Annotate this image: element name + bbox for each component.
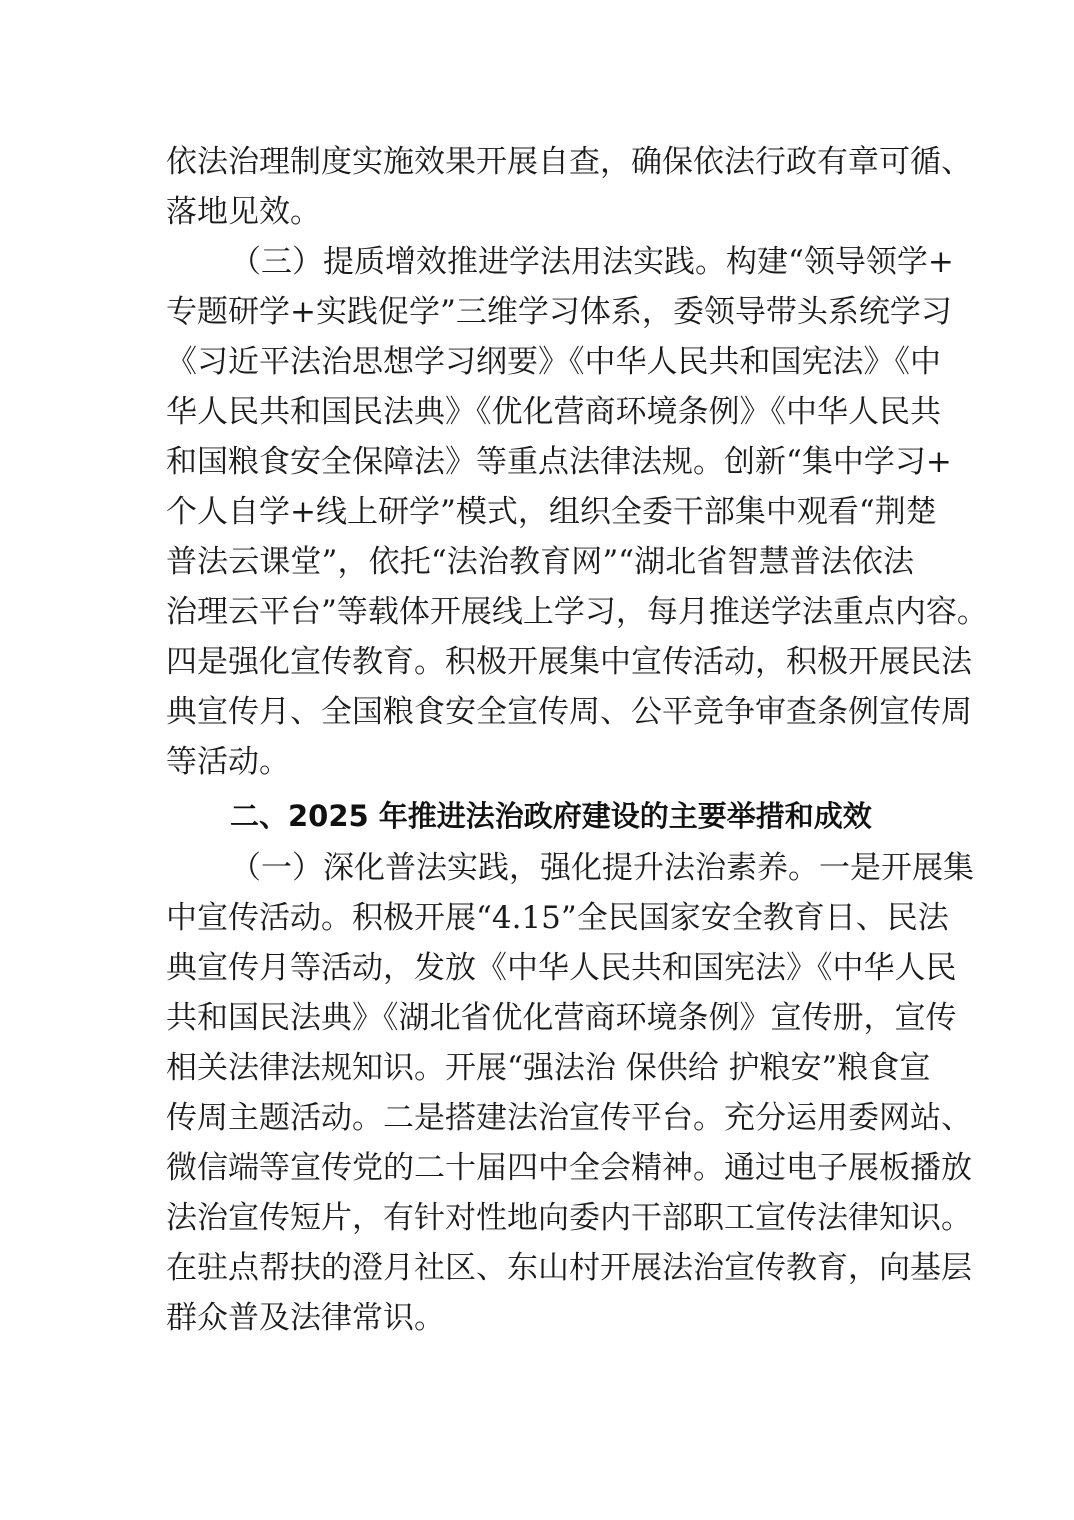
text-line: 法治宣传短片，有针对性地向委内干部职工宣传法律知识。 (166, 1200, 972, 1236)
text-line: 群众普及法律常识。 (166, 1300, 445, 1336)
text-line: 典宣传月等活动，发放《中华人民共和国宪法》《中华人民 (166, 950, 957, 986)
text-line: 落地见效。 (166, 194, 321, 230)
section-heading: 二、2025 年推进法治政府建设的主要举措和成效 (230, 799, 872, 833)
text-line: 专题研学+实践促学”三维学习体系，委领导带头系统学习 (166, 294, 952, 330)
text-line: 等活动。 (166, 744, 290, 780)
text-line: 治理云平台”等载体开展线上学习，每月推送学法重点内容。 (166, 594, 988, 630)
text-line: 依法治理制度实施效果开展自查，确保依法行政有章可循、 (166, 144, 972, 180)
text-line: 相关法律法规知识。开展“强法治 保供给 护粮安”粮食宣 (166, 1050, 931, 1086)
text-line: 和国粮食安全保障法》等重点法律法规。创新“集中学习+ (166, 444, 952, 480)
subsection-heading-line: （一）深化普法实践，强化提升法治素养。一是开展集 (230, 850, 974, 886)
text-line: 四是强化宣传教育。积极开展集中宣传活动，积极开展民法 (166, 644, 972, 680)
subsection-heading-line: （三）提质增效推进学法用法实践。构建“领导领学+ (230, 244, 954, 280)
text-line: 普法云课堂”，依托“法治教育网”“湖北省智慧普法依法 (166, 544, 914, 580)
text-line: 传周主题活动。二是搭建法治宣传平台。充分运用委网站、 (166, 1100, 972, 1136)
text-line: 微信端等宣传党的二十届四中全会精神。通过电子展板播放 (166, 1150, 972, 1186)
text-line: 《习近平法治思想学习纲要》《中华人民共和国宪法》《中 (166, 344, 941, 380)
text-line: 典宣传月、全国粮食安全宣传周、公平竞争审查条例宣传周 (166, 694, 972, 730)
text-line: 个人自学+线上研学”模式，组织全委干部集中观看“荆楚 (166, 494, 937, 530)
text-line: 华人民共和国民法典》《优化营商环境条例》《中华人民共 (166, 394, 941, 430)
text-line: 中宣传活动。积极开展“4.15”全民国家安全教育日、民法 (166, 900, 949, 936)
text-line: 共和国民法典》《湖北省优化营商环境条例》宣传册，宣传 (166, 1000, 957, 1036)
text-line: 在驻点帮扶的澄月社区、东山村开展法治宣传教育，向基层 (166, 1250, 972, 1286)
